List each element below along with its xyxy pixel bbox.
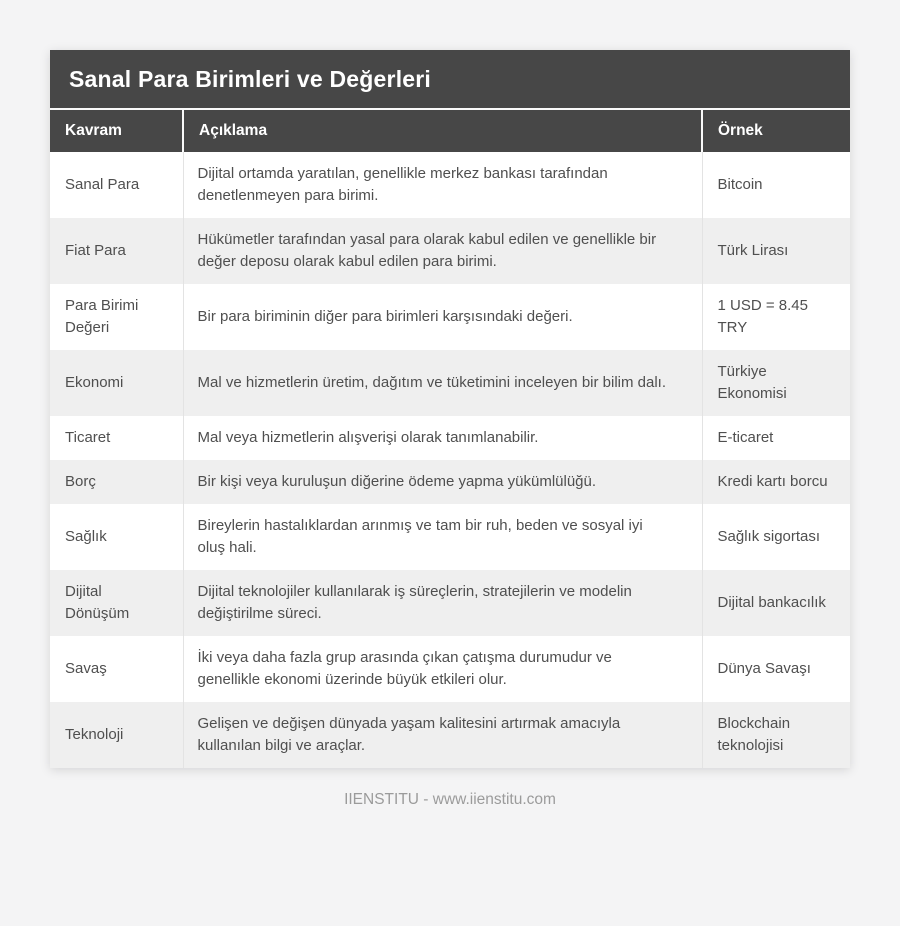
table-header (50, 110, 850, 152)
cell-ornek: E-ticaret (702, 416, 850, 460)
cell-ornek: Bitcoin (702, 152, 850, 218)
cell-ornek: Türkiye Ekonomisi (702, 350, 850, 416)
table-row (50, 504, 850, 570)
cell-aciklama: Mal ve hizmetlerin üretim, dağıtım ve tüketimini inceleyen bir bilim dalı. (183, 350, 702, 416)
table-row (50, 350, 850, 416)
definitions-card (50, 50, 850, 768)
cell-aciklama: Dijital ortamda yaratılan, genellikle merkez bankası tarafından denetlenmeyen para birimi. (183, 152, 702, 218)
cell-ornek: Dünya Savaşı (702, 636, 850, 702)
table-row (50, 570, 850, 636)
column-header-ornek: Örnek (702, 110, 850, 152)
cell-aciklama: Bir kişi veya kuruluşun diğerine ödeme yapma yükümlülüğü. (183, 460, 702, 504)
cell-kavram: Savaş (65, 660, 107, 677)
cell-ornek: 1 USD = 8.45 TRY (702, 284, 850, 350)
cell-aciklama: Gelişen ve değişen dünyada yaşam kalitesini artırmak amacıyla kullanılan bilgi ve araçlar. (183, 702, 702, 768)
cell-kavram: Ticaret (65, 429, 111, 446)
cell-aciklama: Hükümetler tarafından yasal para olarak kabul edilen ve genellikle bir değer deposu olarak kabul edilen para birimi. (183, 218, 702, 284)
table-row (50, 152, 850, 218)
table-row (50, 284, 850, 350)
table-body (50, 152, 850, 768)
cell-aciklama: İki veya daha fazla grup arasında çıkan çatışma durumudur ve genellikle ekonomi üzerinde büyük etkileri olur. (183, 636, 702, 702)
column-header-kavram: Kavram (50, 110, 183, 152)
cell-ornek: Dijital bankacılık (702, 570, 850, 636)
cell-kavram: Sağlık (65, 528, 107, 545)
cell-ornek: Kredi kartı borcu (702, 460, 850, 504)
cell-aciklama: Dijital teknolojiler kullanılarak iş süreçlerin, stratejilerin ve modelin değiştirilme süreci. (183, 570, 702, 636)
cell-aciklama: Mal veya hizmetlerin alışverişi olarak tanımlanabilir. (183, 416, 702, 460)
table-header-row (50, 110, 850, 152)
cell-kavram: Dijital Dönüşüm (65, 583, 130, 622)
table-row (50, 416, 850, 460)
cell-kavram: Ekonomi (65, 374, 124, 391)
table-row (50, 460, 850, 504)
cell-kavram: Teknoloji (65, 726, 124, 743)
title-bar (50, 50, 850, 110)
cell-ornek: Sağlık sigortası (702, 504, 850, 570)
column-header-aciklama: Açıklama (183, 110, 702, 152)
cell-aciklama: Bireylerin hastalıklardan arınmış ve tam bir ruh, beden ve sosyal iyi oluş hali. (183, 504, 702, 570)
cell-kavram: Sanal Para (65, 176, 140, 193)
table-row (50, 218, 850, 284)
table-row (50, 636, 850, 702)
cell-kavram: Fiat Para (65, 242, 126, 259)
cell-ornek: Türk Lirası (702, 218, 850, 284)
cell-ornek: Blockchain teknolojisi (702, 702, 850, 768)
cell-kavram: Borç (65, 473, 96, 490)
definitions-table (50, 110, 850, 768)
table-row (50, 702, 850, 768)
cell-kavram: Para Birimi Değeri (65, 297, 139, 336)
footer-credit: IIENSTITU - www.iienstitu.com (344, 791, 556, 808)
page-title: Sanal Para Birimleri ve Değerleri (69, 65, 432, 92)
cell-aciklama: Bir para biriminin diğer para birimleri karşısındaki değeri. (183, 284, 702, 350)
